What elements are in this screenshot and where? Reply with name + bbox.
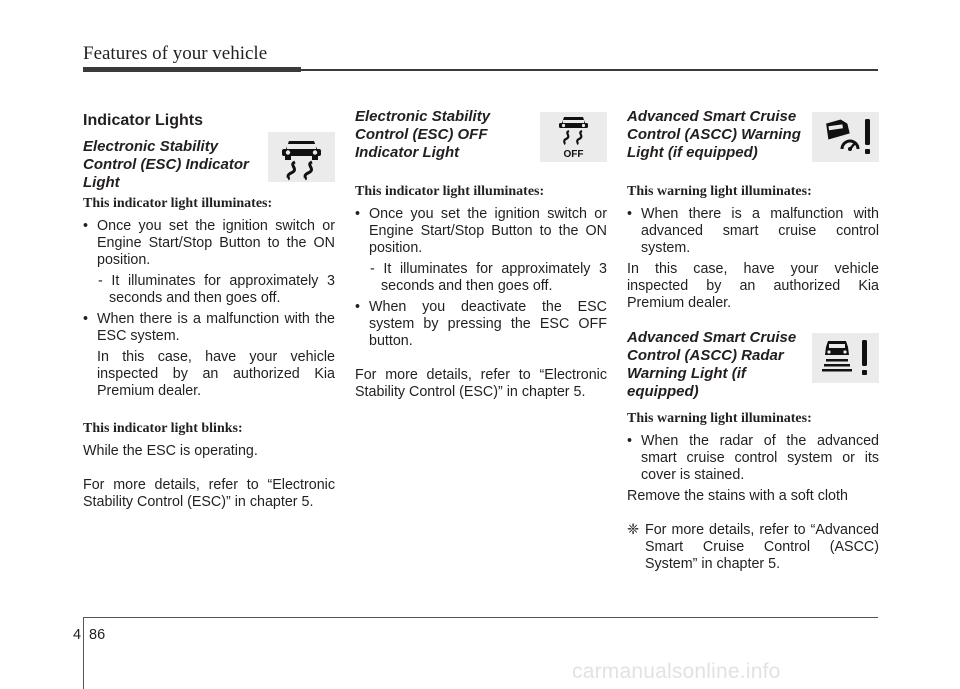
blinks-text: While the ESC is operating.: [83, 443, 258, 459]
ascc-warning-icon: [812, 112, 879, 162]
header-rule-thin: [301, 69, 878, 71]
bullet-deactivate-esc: • When you deactivate the ESC system by pressing the ESC OFF button.: [355, 299, 607, 350]
esc-off-title-row: [355, 108, 607, 180]
esc-skid-car-icon: [268, 132, 335, 182]
esc-indicator-heading: Electronic Stability Control (ESC) Indicator Light: [83, 138, 249, 191]
note-text: For more details, refer to “Advanced Smart Cruise Control (ASCC) System” in chapter 5.: [645, 522, 879, 572]
page-header-title: Features of your vehicle: [83, 43, 268, 64]
ascc-radar-heading: Advanced Smart Cruise Control (ASCC) Radar Warning Light (if equipped): [627, 329, 797, 400]
blinks-heading: This indicator light blinks:: [83, 421, 243, 436]
column-ascc-lights: [627, 108, 879, 573]
page-number: 86: [89, 627, 106, 643]
esc-off-heading: Electronic Stability Control (ESC) OFF Indicator Light: [355, 108, 491, 161]
inspect-dealer-text: In this case, have your vehicle inspected by an authorized Kia Premium dealer.: [627, 261, 879, 311]
column-esc-off-indicator: [355, 108, 607, 401]
section-title: Indicator Lights: [83, 112, 203, 129]
ascc-system-note: [627, 522, 879, 573]
remove-stains-text: Remove the stains with a soft cloth: [627, 488, 848, 504]
footer-rule: [83, 617, 878, 618]
more-details-text: For more details, refer to “Electronic Stability Control (ESC)” in chapter 5.: [355, 367, 607, 400]
watermark-text: carmanualsonline.info: [572, 660, 781, 683]
chapter-number: 4: [73, 627, 82, 643]
illuminates-heading: This indicator light illuminates:: [83, 196, 273, 211]
bullet-ignition: • Once you set the ignition switch or Engine Start/Stop Button to the ON position.: [355, 206, 607, 257]
note-mark-icon: ❈: [627, 522, 639, 538]
ascc-warning-title-row: [627, 108, 879, 180]
bullet-ascc-malfunction: • When there is a malfunction with advanced smart cruise control system.: [627, 206, 879, 257]
ascc-radar-title-row: [627, 329, 879, 407]
more-details-text: For more details, refer to “Electronic Stability Control (ESC)” in chapter 5.: [83, 477, 335, 510]
footer-vertical-rule: [83, 617, 84, 689]
bullet-ignition: • Once you set the ignition switch or Engine Start/Stop Button to the ON position.: [83, 218, 335, 269]
illuminates-heading: This indicator light illuminates:: [355, 184, 545, 199]
illuminates-heading: This warning light illuminates:: [627, 411, 812, 426]
inspect-dealer-text: In this case, have your vehicle inspected by an authorized Kia Premium dealer.: [97, 349, 335, 399]
column-esc-indicator: [83, 108, 335, 511]
ascc-warning-heading: Advanced Smart Cruise Control (ASCC) Warning Light (if equipped): [627, 108, 801, 161]
bullet-radar-stained: • When the radar of the advanced smart cruise control system or its cover is stained.: [627, 433, 879, 484]
illuminates-heading: This warning light illuminates:: [627, 184, 812, 199]
esc-title-row: [83, 138, 335, 210]
bullet-malfunction: • When there is a malfunction with the ESC system.: [83, 311, 335, 345]
dash-approx-3-seconds: - It illuminates for approximately 3 seconds and then goes off.: [98, 273, 335, 306]
dash-approx-3-seconds: - It illuminates for approximately 3 seconds and then goes off.: [370, 261, 607, 294]
esc-off-icon-label: OFF: [563, 149, 584, 160]
header-rule-thick: [83, 67, 301, 72]
ascc-radar-warning-icon: [812, 333, 879, 383]
esc-off-icon: [540, 112, 607, 162]
